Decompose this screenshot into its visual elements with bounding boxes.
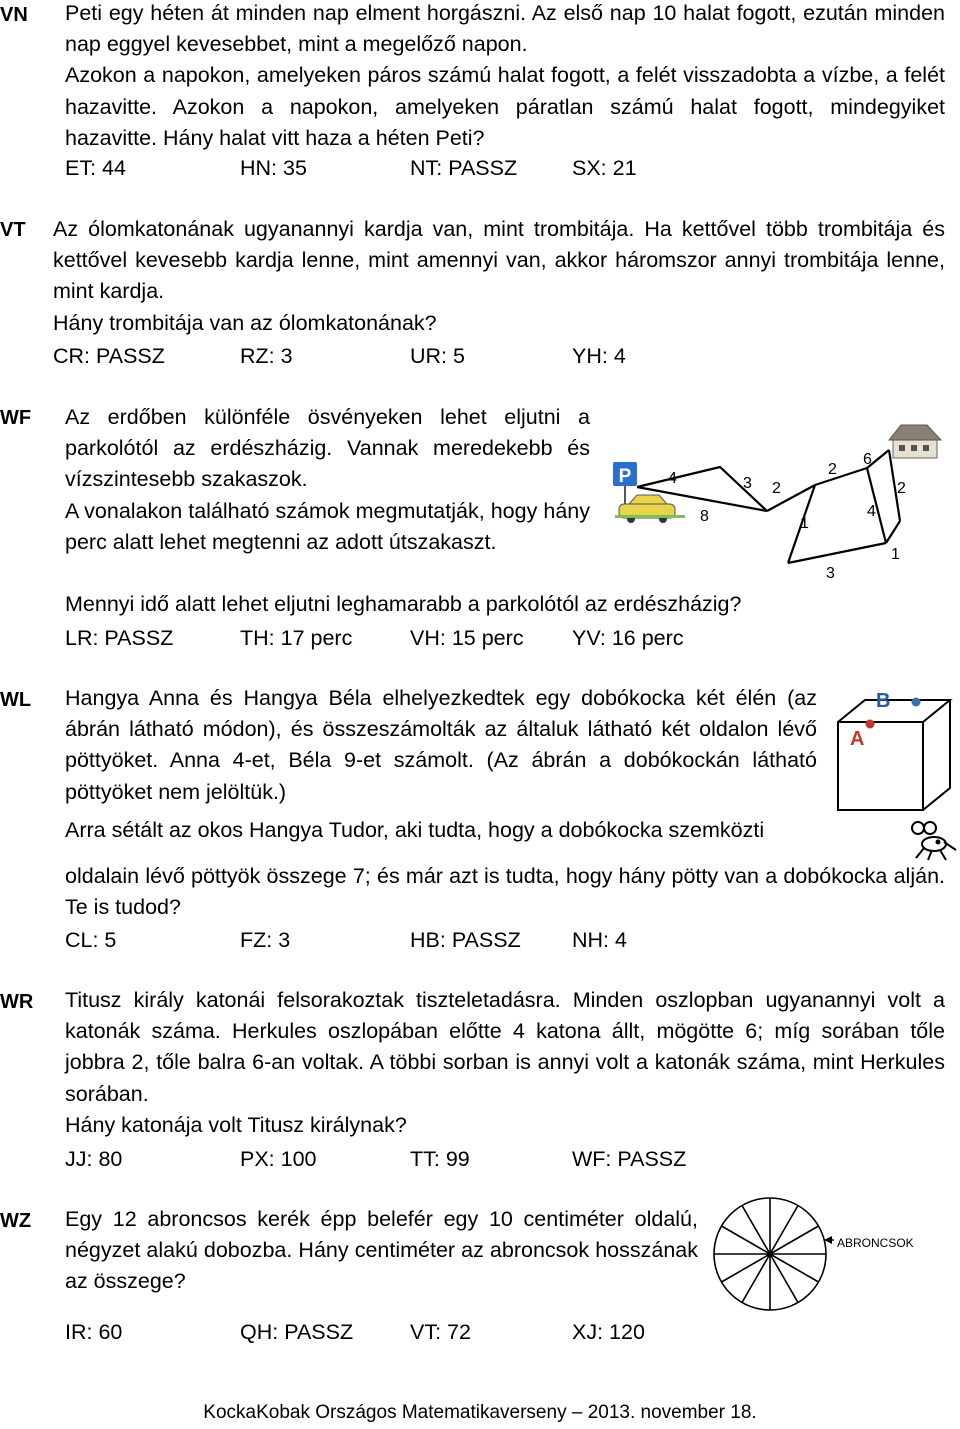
answer-option: RZ: 3	[240, 344, 293, 368]
answer-option: HN: 35	[240, 156, 307, 180]
parking-sign-label: P	[618, 466, 632, 487]
answer-option: JJ: 80	[65, 1147, 123, 1171]
cube-figure	[830, 682, 955, 817]
edge-label: 1	[800, 515, 809, 532]
answer-options	[53, 344, 933, 375]
problem-text	[65, 861, 945, 923]
problem-code: VT	[0, 219, 26, 241]
answer-option: CL: 5	[65, 928, 117, 952]
answer-options	[65, 626, 945, 657]
answer-option: PX: 100	[240, 1147, 317, 1171]
problem-text	[65, 815, 890, 846]
answer-option: NT: PASSZ	[410, 156, 518, 180]
house-icon	[889, 425, 941, 458]
answer-option: QH: PASSZ	[240, 1320, 354, 1344]
answer-option: CR: PASSZ	[53, 344, 165, 368]
problem-text	[65, 0, 945, 154]
problem-text	[65, 1204, 698, 1298]
problem-line: oldalain lévő pöttyök összege 7; és már azt is tudta, hogy hány pötty van a dobókocka alján. Te is tudod?	[65, 864, 945, 920]
problem-line: A vonalakon található számok megmutatják, hogy hány perc alatt lehet megtenni az adott útszakaszt.	[65, 498, 590, 554]
edge-label: 4	[867, 503, 876, 520]
problem-code: WZ	[0, 1210, 32, 1232]
edge-label: 3	[743, 475, 752, 492]
problem-text	[53, 214, 945, 339]
edge-label: 8	[700, 508, 709, 525]
answer-option: YH: 4	[572, 344, 626, 368]
answer-option: TH: 17 perc	[240, 626, 353, 650]
edge-label: 1	[891, 546, 900, 563]
ant-b-marker	[912, 698, 921, 707]
answer-option: YV: 16 perc	[572, 626, 684, 650]
answer-option: IR: 60	[65, 1320, 123, 1344]
answer-option: FZ: 3	[240, 928, 291, 952]
problem-line: Az ólomkatonának ugyanannyi kardja van, mint trombitája. Ha kettővel több trombitája és kettővel kevesebb kardja lenne, mint amennyi van, akkor háromszor annyi trombitája lenne, mint kardja.	[53, 217, 945, 304]
answer-option: VH: 15 perc	[410, 626, 524, 650]
spoke-callout-label: ABRONCSOK	[837, 1236, 914, 1250]
edge-label: 2	[772, 480, 781, 497]
problem-code: VN	[0, 4, 28, 26]
problem-question	[65, 589, 945, 620]
ant-b-label: B	[876, 690, 891, 712]
problem-line: Egy 12 abroncsos kerék épp belefér egy 10 centiméter oldalú, négyzet alakú dobozba. Hány centiméter az abroncsok hosszának az összege?	[65, 1207, 698, 1294]
problem-text	[65, 402, 590, 558]
problem-text	[65, 683, 817, 808]
wheel-figure	[712, 1192, 937, 1317]
answer-option: LR: PASSZ	[65, 626, 174, 650]
problem-code: WF	[0, 407, 32, 429]
problem-text	[65, 985, 945, 1141]
ant-a-label: A	[850, 728, 865, 750]
edge-label: 2	[828, 461, 837, 478]
answer-option: SX: 21	[572, 156, 637, 180]
problem-line: Titusz király katonái felsorakoztak tiszteletadásra. Minden oszlopban ugyanannyi volt a katonák száma. Herkules oszlopában előtte 4 katona állt, mögötte 6; míg sorában tőle jobbra 2, tőle balra 6-an voltak. A többi sorban is annyi volt a katonák száma, mint Herkules sorában.	[65, 988, 945, 1106]
path-network-figure	[605, 415, 950, 585]
answer-option: VT: 72	[410, 1320, 471, 1344]
answer-options	[65, 1147, 945, 1178]
problem-line: Mennyi idő alatt lehet eljutni leghamarabb a parkolótól az erdészházig?	[65, 592, 742, 616]
edge-label: 2	[897, 480, 906, 497]
problem-code: WR	[0, 991, 34, 1013]
answer-option: NH: 4	[572, 928, 627, 952]
answer-option: UR: 5	[410, 344, 465, 368]
problem-line: Hány trombitája van az ólomkatonának?	[53, 310, 437, 335]
edge-label: 6	[863, 451, 872, 468]
problem-line: Peti egy héten át minden nap elment horgászni. Az első nap 10 halat fogott, ezután minden nap eggyel kevesebbet, mint a megelőző napon.	[65, 1, 945, 57]
edge-label: 3	[826, 565, 835, 582]
answer-option: ET: 44	[65, 156, 126, 180]
answer-option: TT: 99	[410, 1147, 470, 1171]
ant-icon	[906, 818, 958, 862]
problem-line: Hangya Anna és Hangya Béla elhelyezkedtek egy dobókocka két élén (az ábrán látható módon), és összeszámolták az általuk látható két oldalon lévő pöttyöket. Anna 4-et, Béla 9-et számolt. (Az ábrán a dobókockán látható pöttyöket nem jelöltük.)	[65, 686, 817, 804]
answer-option: HB: PASSZ	[410, 928, 521, 952]
problem-line: Az erdőben különféle ösvényeken lehet eljutni a parkolótól az erdészházig. Vannak meredekebb és vízszintesebb szakaszok.	[65, 405, 590, 492]
problem-code: WL	[0, 689, 32, 711]
answer-option: XJ: 120	[572, 1320, 645, 1344]
problem-line: Azokon a napokon, amelyeken páros számú halat fogott, a felét visszadobta a vízbe, a felét hazavitte. Azokon a napokon, amelyeken páratlan számú halat fogott, mindegyiket hazavitte. Hány halat vitt haza a héten Peti?	[65, 63, 945, 150]
answer-options	[65, 928, 945, 959]
problem-line: Hány katonája volt Titusz királynak?	[65, 1112, 407, 1137]
page-footer: KockaKobak Országos Matematikaverseny – 2013. november 18.	[203, 1402, 757, 1423]
ant-a-marker	[866, 720, 875, 729]
answer-options	[65, 156, 945, 187]
edge-label: 4	[668, 470, 677, 487]
answer-options	[65, 1320, 945, 1351]
problem-line: Arra sétált az okos Hangya Tudor, aki tudta, hogy a dobókocka szemközti	[65, 818, 765, 842]
answer-option: WF: PASSZ	[572, 1147, 687, 1171]
